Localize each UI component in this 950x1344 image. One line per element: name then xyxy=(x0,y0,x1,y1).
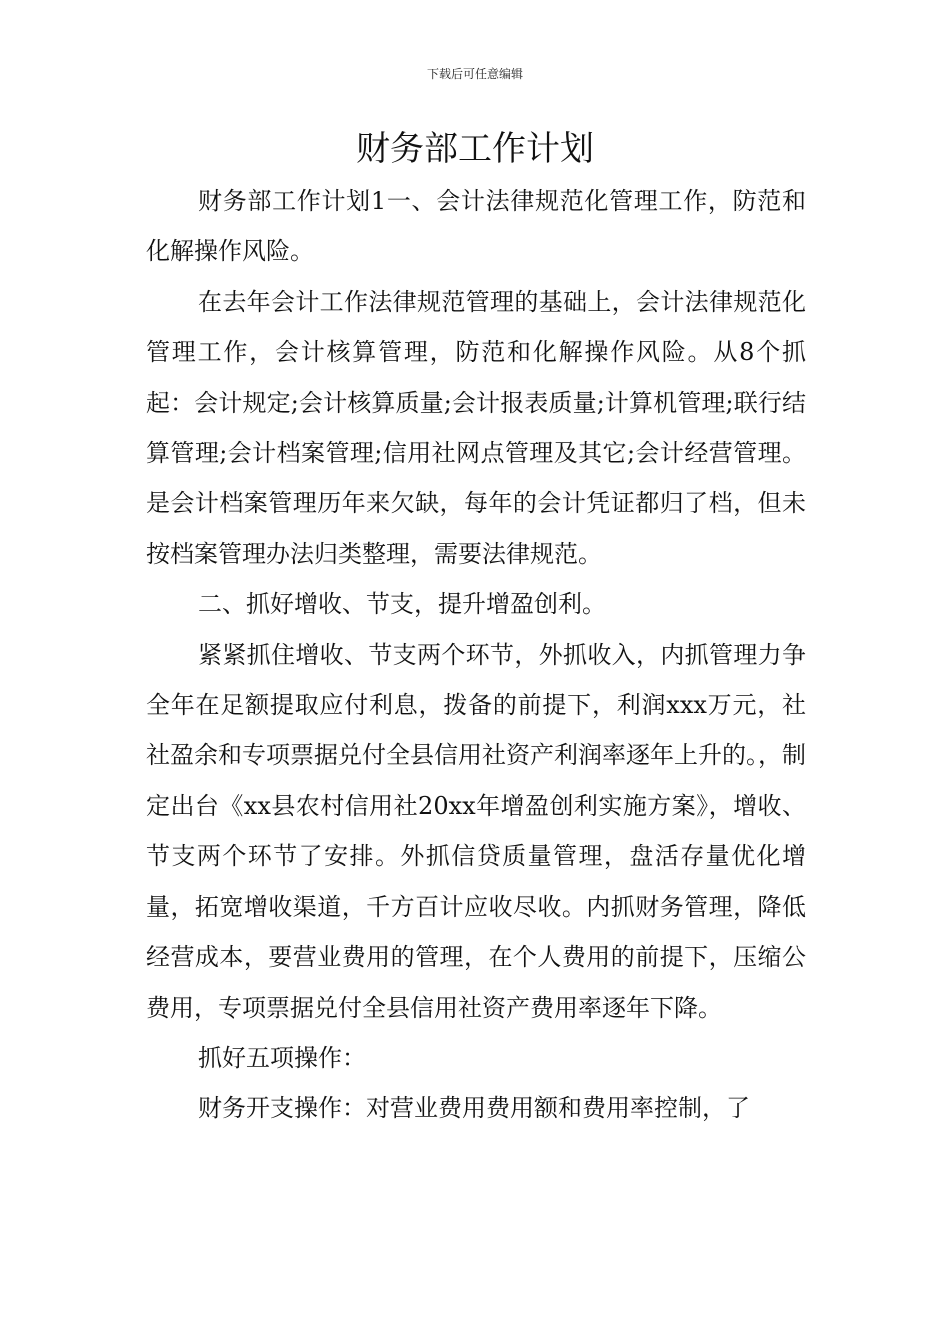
paragraph-4: 紧紧抓住增收、节支两个环节，外抓收入，内抓管理力争全年在足额提取应付利息，拨备的前提下，利润xxx万元，社社盈余和专项票据兑付全县信用社资产利润率逐年上升的。，制定出台《xx县农村信用社20xx年增盈创利实施方案》，增收、节支两个环节了安排。外抓信贷质量管理，盘活存量优化增量，拓宽增收渠道，千方百计应收尽收。内抓财务管理，降低经营成本，要营业费用的管理，在个人费用的前提下，压缩公费用，专项票据兑付全县信用社资产费用率逐年下降。 xyxy=(146,640,806,1022)
paragraph-6: 财务开支操作：对营业费用费用额和费用率控制，了 xyxy=(198,1094,750,1123)
paragraph-5: 抓好五项操作： xyxy=(198,1043,366,1072)
paragraph-1: 财务部工作计划1一、会计法律规范化管理工作，防范和化解操作风险。 xyxy=(146,187,806,266)
paragraph-2: 在去年会计工作法律规范管理的基础上，会计法律规范化管理工作，会计核算管理，防范和化解操作风险。从8个抓起：会计规定;会计核算质量;会计报表质量;计算机管理;联行结算管理;会计档案管理;信用社网点管理及其它;会计经营管理。是会计档案管理历年来欠缺，每年的会计凭证都归了档，但未按档案管理办法归类整理，需要法律规范。 xyxy=(146,287,806,568)
document-body xyxy=(146,176,806,1134)
paragraph-3: 二、抓好增收、节支，提升增盈创利。 xyxy=(198,590,606,619)
document-title: 财务部工作计划 xyxy=(356,129,594,169)
header-note: 下载后可任意编辑 xyxy=(426,67,523,81)
